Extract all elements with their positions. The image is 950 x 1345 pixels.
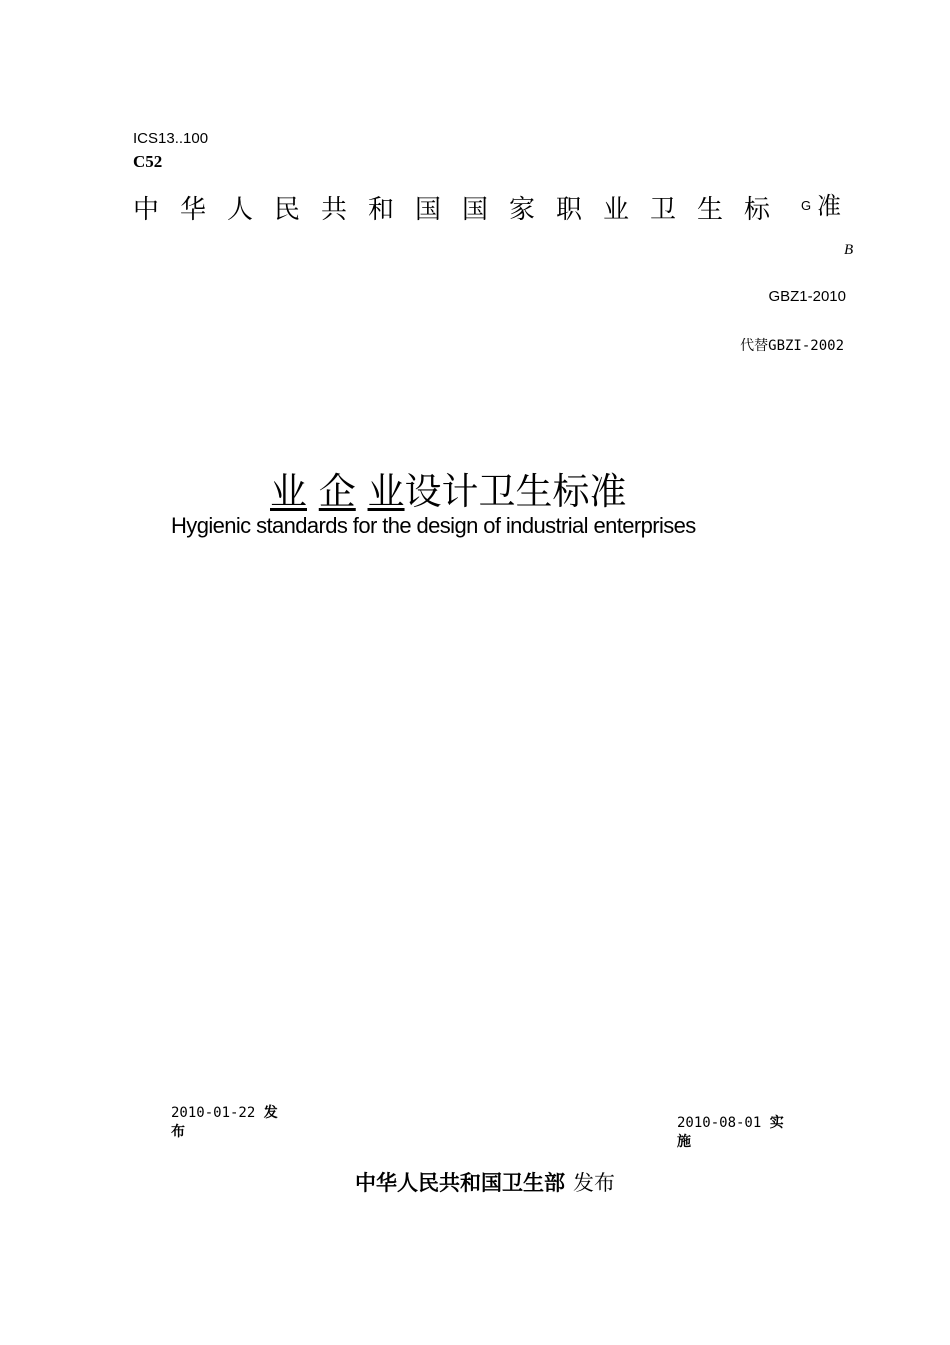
ccs-code: C52: [133, 152, 163, 171]
implement-date-block: [677, 1114, 807, 1152]
implement-label-1: 实: [769, 1115, 784, 1131]
title-chinese-rest: 设计卫生标准: [404, 470, 627, 513]
publish-action: 发布: [573, 1171, 615, 1195]
title-english: Hygienic standards for the design of industrial enterprises: [171, 513, 696, 538]
title-chinese-part1: 业: [270, 470, 307, 513]
gb-mark-letter: G: [801, 198, 812, 213]
issue-date: 2010-01-22: [171, 1105, 256, 1121]
title-chinese-part2: 企: [318, 470, 356, 513]
replaces-standard: 代替GBZI-2002: [740, 338, 844, 354]
national-standard-heading: 中华人民共和国国家职业卫生标: [133, 195, 792, 225]
implement-label-2: 施: [677, 1134, 691, 1150]
standard-number: GBZ1-2010: [768, 288, 846, 305]
implement-date: 2010-08-01: [677, 1115, 762, 1131]
national-standard-heading-end: 准: [817, 192, 841, 220]
gb-mark-b-letter: B: [844, 242, 854, 258]
publisher-name: 中华人民共和国卫生部: [355, 1171, 565, 1195]
issue-label-1: 发: [263, 1105, 278, 1121]
title-chinese: [270, 461, 627, 515]
publisher-line: [355, 1167, 615, 1197]
ics-code: ICS13..100: [133, 130, 209, 147]
title-chinese-part3: 业: [367, 470, 405, 513]
issue-date-block: [171, 1104, 301, 1142]
issue-label-2: 布: [171, 1124, 185, 1140]
